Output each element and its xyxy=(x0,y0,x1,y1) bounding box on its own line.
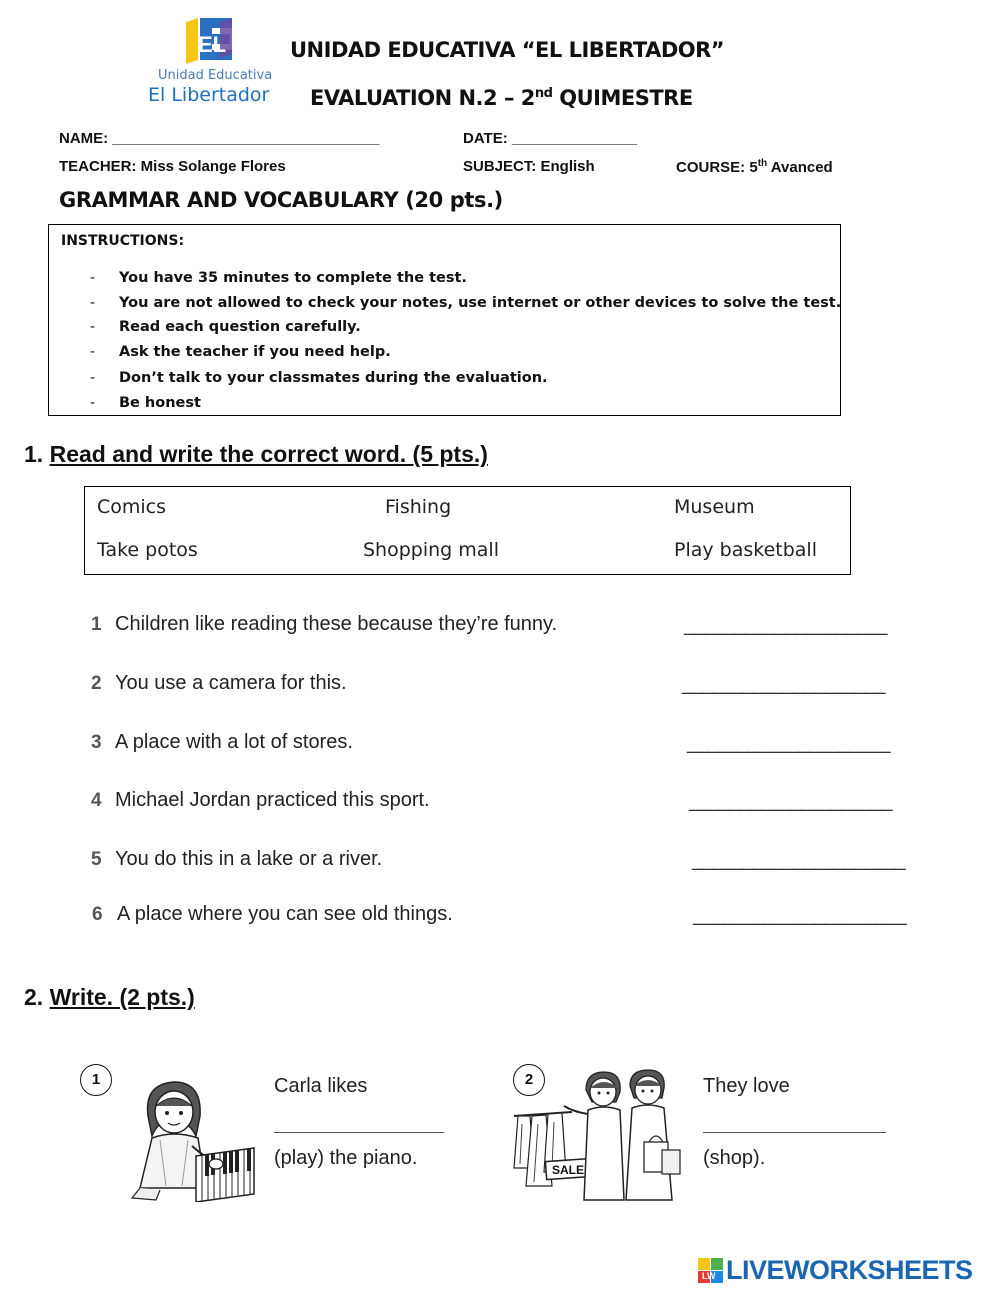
answer-blank[interactable]: ____________________ xyxy=(689,790,892,812)
logo-mark-text: EL xyxy=(198,32,227,57)
answer-blank[interactable]: ____________________ xyxy=(687,732,890,754)
girl-playing-piano-illustration xyxy=(126,1076,256,1202)
liveworksheets-brand[interactable]: LIVEWORKSHEETS xyxy=(726,1255,973,1285)
course-prefix: COURSE: 5 xyxy=(676,159,758,176)
answer-blank[interactable]: _____________________ xyxy=(693,904,906,926)
question-text: Children like reading these because they’re funny. xyxy=(115,613,558,635)
instruction-item: Ask the teacher if you need help. xyxy=(119,344,391,360)
write-item-line2: (play) the piano. xyxy=(274,1147,418,1169)
school-logo-mark xyxy=(140,14,275,74)
question-number: 3 xyxy=(91,732,102,753)
question-text: A place with a lot of stores. xyxy=(115,731,353,753)
logo-line2: El Libertador xyxy=(148,84,270,106)
bullet-dash: - xyxy=(90,395,96,411)
question-number: 1 xyxy=(91,614,102,635)
bullet-dash: - xyxy=(90,295,96,311)
word-bank-item: Comics xyxy=(97,496,167,518)
question-number: 4 xyxy=(91,790,102,811)
section2-number: 2. xyxy=(24,984,44,1010)
question-number: 5 xyxy=(91,849,102,870)
course-sup: th xyxy=(757,158,768,169)
instruction-item: You are not allowed to check your notes, use internet or other devices to solve the test. xyxy=(119,295,842,311)
item-number-circle: 1 xyxy=(80,1064,112,1096)
answer-blank[interactable]: _____________________ xyxy=(692,849,905,871)
word-bank-item: Shopping mall xyxy=(363,539,499,561)
write-item-line1: Carla likes xyxy=(274,1075,368,1097)
bullet-dash: - xyxy=(90,370,96,386)
question-text: A place where you can see old things. xyxy=(117,903,453,925)
bullet-dash: - xyxy=(90,319,96,335)
teacher-info: TEACHER: Miss Solange Flores xyxy=(59,158,286,175)
instruction-item: Don’t talk to your classmates during the evaluation. xyxy=(119,370,548,386)
evaluation-title xyxy=(310,86,693,110)
bullet-dash: - xyxy=(90,270,96,286)
answer-blank[interactable]: ____________________ xyxy=(682,673,885,695)
question-text: You use a camera for this. xyxy=(115,672,347,694)
question-number: 2 xyxy=(91,673,102,694)
instruction-item: Read each question carefully. xyxy=(119,319,361,335)
section1-title: Read and write the correct word. (5 pts.) xyxy=(49,441,488,467)
grammar-title: GRAMMAR AND VOCABULARY (20 pts.) xyxy=(59,188,503,212)
eval-sup: nd xyxy=(534,86,553,101)
write-item-line2: (shop). xyxy=(703,1147,766,1169)
write-item-line1: They love xyxy=(703,1075,790,1097)
instruction-item: Be honest xyxy=(119,395,201,411)
name-field[interactable]: NAME: ________________________________ xyxy=(59,130,380,147)
write-answer-line[interactable] xyxy=(703,1132,886,1133)
question-number: 6 xyxy=(92,904,103,925)
liveworksheets-logo-icon xyxy=(698,1258,724,1284)
sale-sign-text: SALE xyxy=(552,1163,585,1177)
logo-badge-text: LW xyxy=(702,1271,716,1281)
word-bank-item: Fishing xyxy=(385,496,452,518)
word-bank-item: Museum xyxy=(674,496,755,518)
section1-number: 1. xyxy=(24,441,44,467)
course-suffix: Avanced xyxy=(767,159,833,176)
item-number-circle: 2 xyxy=(513,1064,545,1096)
instructions-title: INSTRUCTIONS: xyxy=(61,233,185,249)
answer-blank[interactable]: ____________________ xyxy=(684,614,887,636)
word-bank-item: Take potos xyxy=(97,539,198,561)
school-name: UNIDAD EDUCATIVA “EL LIBERTADOR” xyxy=(290,38,725,62)
course-info xyxy=(676,158,833,176)
section2-heading xyxy=(24,984,195,1011)
eval-suffix: QUIMESTRE xyxy=(552,86,693,110)
eval-prefix: EVALUATION N.2 – 2 xyxy=(310,86,535,110)
bullet-dash: - xyxy=(90,344,96,360)
subject-info: SUBJECT: English xyxy=(463,158,595,175)
question-text: Michael Jordan practiced this sport. xyxy=(115,789,430,811)
section1-heading xyxy=(24,441,488,468)
section2-title: Write. (2 pts.) xyxy=(49,984,195,1010)
instruction-item: You have 35 minutes to complete the test. xyxy=(119,270,467,286)
girls-shopping-illustration xyxy=(512,1068,682,1202)
logo-line1: Unidad Educativa xyxy=(158,68,273,83)
question-text: You do this in a lake or a river. xyxy=(115,848,383,870)
write-answer-line[interactable] xyxy=(274,1132,444,1133)
date-field[interactable]: DATE: _______________ xyxy=(463,130,638,147)
word-bank-item: Play basketball xyxy=(674,539,817,561)
